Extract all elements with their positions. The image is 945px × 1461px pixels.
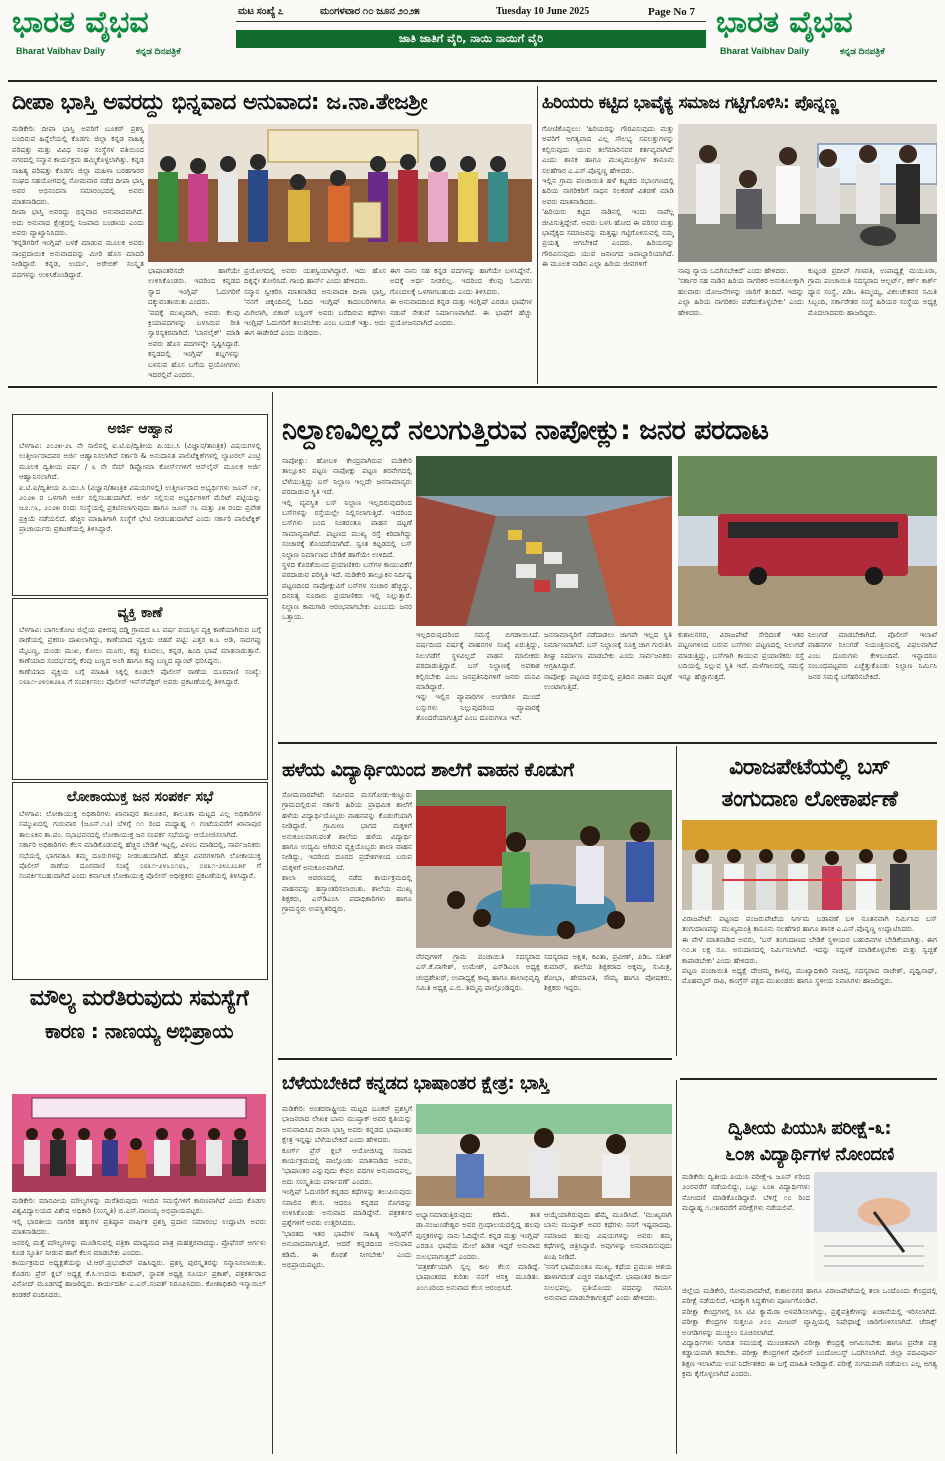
virajpet-photo (682, 820, 937, 910)
divider-top-horizontal (8, 386, 937, 388)
masthead (0, 0, 945, 80)
headline-moulya-line1: ಮೌಲ್ಯ ಮರೆತಿರುವುದು ಸಮಸ್ಯೆಗೆ (29, 986, 249, 1011)
masthead-logo-left: ಭಾರತ ವೈಭವ (12, 5, 149, 40)
nilyana-col4: ಕುಶಾಲನಗರ, ವಿರಾಜಪೇಟೆ ಸೇರಿದಂತೆ ಇತರ ಪಟ್ಟಣಗಳಿಂದ ಬರುವ ಬಸ್‍ಗಳು ಪಟ್ಟಣದಲ್ಲಿ ನಿಲುಗಡೆ ಮಾಡುತ್ತಿದ್ದು, ಬಸ್‍ಗಾಗಿ ಕಾಯುವ ಪ್ರಯಾಣಿಕರು ರಸ್ತೆ ಬದಿಯಲ್ಲಿ ನಿಲ್ಲುವ ಸ್ಥಿತಿ ಇದೆ. ಮಳೆಗಾಲದಲ್ಲಿ ಸಮಸ್ಯೆ ಇನ್ನೂ ಹೆಚ್ಚಾಗುತ್ತದೆ. (678, 630, 804, 681)
headline-dvitiya-line2: ೬೦೫ ವಿದ್ಯಾರ್ಥಿಗಳ ನೋಂದಣಿ (725, 1144, 894, 1165)
nilyana-col1: ನಾಪೋಕ್ಲು: ಹೋಬಳಿ ಕೇಂದ್ರವಾಗಿರುವ ಮಡಿಕೇರಿ ತಾಲ್ಲೂಕಿನ ಪಟ್ಟಣ ನಾಪೋಕ್ಲು ಪಟ್ಟಣ ಶರವೇಗದಲ್ಲಿ ಬೆಳೆಯುತ್ತಿದ್ದು ಬಸ್ ನಿಲ್ದಾಣ ಇಲ್ಲದೇ ಜನಸಾಮಾನ್ಯರು ಪರದಾಡುವ ಸ್ಥಿತಿ ಇದೆ. ಇಲ್ಲಿ ವ್ಯವಸ್ಥಿತ ಬಸ್ ನಿಲ್ದಾಣ ಇಲ್ಲದಿರುವುದರಿಂದ ಬಸ್‍ಗಳನ್ನು ರಸ್ತೆಯಲ್ಲೇ ನಿಲ್ಲಿಸಲಾಗುತ್ತಿದೆ. ಇದರಿಂದ ಬಸ್‍ಗಳು ಬಂದ ನಿಂತರಂತೂ ವಾಹನ ದಟ್ಟಣೆ ಸಾಮಾನ್ಯವಾಗಿದೆ. ಪಟ್ಟಣದ ಮುಖ್ಯ ರಸ್ತೆ ಕಿರಿದಾಗಿದ್ದು ಸಂಚಾರಕ್ಕೆ ತೊಂದರೆಯಾಗಿದೆ. ಸ್ವಂತ ಕಟ್ಟಡದಲ್ಲಿ ಬಸ್ ನಿಲ್ದಾಣ ನಿರ್ಮಾಣದ ಬೇಡಿಕೆ ಹಾಗೆಯೇ ಉಳಿದಿದೆ. ಸ್ಥಳದ ಕೊರತೆಯಿಂದ ಪ್ರಯಾಣಿಕರು ಬಸ್‍ಗಳ ಕಾಯುವಿಕೆಗೆ ಪರದಾಡುವ ಪರಿಸ್ಥಿತಿ ಇದೆ. ಮಡಿಕೇರಿ ತಾಲ್ಲೂಕಿನ ನಿರ್ದಿಷ್ಟ ಪಟ್ಟಣದಿಂದ ನಾಪೋಕ್ಲುವಿಗೆ ಬಸ್‍ಗಳ ಸಂಚಾರ ಹೆಚ್ಚಿದ್ದು, ದಿನನಿತ್ಯ ನೂರಾರು ಪ್ರಯಾಣಿಕರು ಇಲ್ಲಿ ನಿಲ್ಲುತ್ತಾರೆ. ನಿಲ್ದಾಣ ಕಾಮಗಾರಿ ಆರಂಭವಾಗಬೇಕು ಎಂಬುದು ಜನರ ಒತ್ತಾಯ. (282, 456, 412, 622)
headline-deepa: ದೀಪಾ ಭಾಸ್ತಿ ಅವರದ್ದು ಭಿನ್ನವಾದ ಅನುವಾದ: ಜ.ನಾ.ತೇಜಶ್ರೀ (12, 90, 428, 115)
headline-moulya-line2: ಕಾರಣ : ನಾಣಯ್ಯ ಅಭಿಪ್ರಾಯ (44, 1019, 234, 1043)
issue-number: ಮಟ ಸಂಖ್ಯೆ ೭ (238, 6, 284, 17)
dvitiya-photo (814, 1172, 937, 1282)
masthead-subtitle-kn-right: ಕನ್ನಡ ದಿನಪತ್ರಿಕೆ (840, 46, 885, 56)
beleya-col2: ಅಭ್ಯಾಸಮಾಡುತ್ತಿರುವುದು ಕಡಿಮೆ. ತಾತ ಡಾ.ನಂಜುಂಡೇಶ್ವರ ಅವರ ಗ್ರಂಥಾಲಯದಲ್ಲಿದ್ದ ಹಲವು ಪುಸ್ತಕಗಳನ್ನು ನಾನು ಓದಿದ್ದೇನೆ. ಕನ್ನಡ ಮತ್ತು ಇಂಗ್ಲಿಷ್ ಎರಡೂ ಭಾಷೆಯ ಮೇಲೆ ಹಿಡಿತ ಇದ್ದರೆ ಅನುವಾದ ಸುಲಭವಾಗುತ್ತದೆ' ಎಂದರು. 'ಪತ್ರಕರ್ತೆಯಾಗಿ ಸ್ವಲ್ಪ ಕಾಲ ಕೆಲಸ ಮಾಡಿದ್ದೆ. ಭಾಷಾಂತರದ ಕುರಿತು ನನಗೆ ಆಸಕ್ತಿ ಮೂಡಿತು. ೨೦೧೨ರಿಂದ ಅನುವಾದ ಕೆಲಸ ಆರಂಭಿಸಿದೆ. (416, 1210, 540, 1292)
deepa-col2: ಭಾಷಾಂತರಿಸದೇ ಹಾಗೆಯೇ ಉಳಿಸಿಕೊಂಡರು. ಇದರಿಂದ ಕನ್ನಡದ ಸ್ವಾದ ಇಂಗ್ಲಿಷ್ ಓದುಗರಿಗೆ ದಕ್ಕುವಂತಾಯಿತು ಎಂದರು. 'ಪದಕ್ಕೆ ಮುಖ್ಯವಾಗಿ, ಅವರು ಕೆಲವು ಕ್ರಿಯಾಪದಗಳನ್ನು ಬಳಸಿರುವ ರೀತಿ ಸ್ವಾರಸ್ಯಕರವಾಗಿದೆ. 'ಬಾನಲೈಕ್' ಮಾಡಿ ಅವರು ಹೊಸ ಪದಗಳನ್ನೇ ಸೃಷ್ಟಿಸಿದ್ದಾರೆ. ಕನ್ನಡದಲ್ಲಿ ಇಂಗ್ಲಿಷ್ ಶಬ್ದಗಳನ್ನು ಬಳಸುವ ಹೊಸ ಬಗೆಯ ಪ್ರಯೋಗಗಳು ಇದರಲ್ಲಿವೆ ಎಂದರು. (148, 266, 240, 380)
haleya-col3: ಸದಸ್ಯರಾದ ಅಕ್ಷಿತ, ಕವಿತಾ, ಪ್ರವೀಣ್, ಪಿಡಿಒ ಸತೀಶ್ ಕುಮಾರ್, ಶಾಲೆಯ ಶಿಕ್ಷಕರಾದ ಅಕ್ಕಮ್ಮ, ಸುಮಿತ್ರ, ಶೋಭಾ, ಹೇಮಾವತಿ, ಸೌಮ್ಯ ಹಾಗೂ ಪೋಷಕರು, ಶಿಕ್ಷಕರು ಇದ್ದರು. (544, 952, 672, 993)
vyakti-body: ಬೆಳಗಾವಿ: ಬಾಗಲಕೋಟ ಜಿಲ್ಲೆಯ ಫಕೀರಪ್ಪ ದಡ್ಡಿ ಗ್ರಾಮದ ೩೭ ವರ್ಷ ವಯಸ್ಸಿನ ವ್ಯಕ್ತಿ ಕಾಣೆಯಾಗಿರುವ ಬಗ್ಗೆ ಠಾಣೆಯಲ್ಲಿ ಪ್ರಕರಣ ದಾಖಲಾಗಿದ್ದು, ಕಾಣೆಯಾದ ವ್ಯಕ್ತಿಯ ಚಹರೆ ಪಟ್ಟಿ: ಎತ್ತರ ೫.೬ ಅಡಿ, ಸಾದಗಪ್ಪು ಮೈಬಣ್ಣ, ದುಂಡು ಮುಖ, ಕೋಲು ಮೂಗು, ಕಪ್ಪು ಕೂದಲು, ಕನ್ನಡ, ಹಿಂದಿ ಭಾಷೆ ಮಾತನಾಡುತ್ತಾನೆ. ಕಾಣೆಯಾದ ಸಂದರ್ಭದಲ್ಲಿ ಕೆಂಪು ಬಣ್ಣದ ಅಂಗಿ ಹಾಗೂ ಕಪ್ಪು ಬಣ್ಣದ ಪ್ಯಾಂಟ್ ಧರಿಸಿದ್ದನು. ಕಾಣೆಯಾದ ವ್ಯಕ್ತಿಯ ಬಗ್ಗೆ ಮಾಹಿತಿ ಸಿಕ್ಕಲ್ಲಿ ಕೂಡಲೇ ಪೊಲೀಸ್ ಠಾಣೆಯ ದೂರವಾಣಿ ಸಂಖ್ಯೆ: ೦೮೩೧-೨೪೦೫೨೩೩ ಗೆ ಸಂಪರ್ಕಿಸಲು ಪೊಲೀಸ್ ಇನ್ಸ್‍ಪೆಕ್ಟರ್ ಅವರು ಪ್ರಕಟಣೆಯಲ್ಲಿ ತಿಳಿಸಿದ್ದಾರೆ. (19, 625, 261, 687)
nilyana-col2: ಇಲ್ಲದಿರುವುದರಿಂದ ಸಮಸ್ಯೆ ಬಿಗಡಾಯಿಸಿದೆ. ವರ್ಷದಿಂದ ವರ್ಷಕ್ಕೆ ವಾಹನಗಳ ಸಂಖ್ಯೆ ಏರುತ್ತಿದ್ದು, ನಿಲುಗಡೆಗೆ ಸ್ಥಳವಿಲ್ಲದೆ ವಾಹನ ಮಾಲೀಕರು ಪರದಾಡುತ್ತಿದ್ದಾರೆ. ಬಸ್ ನಿಲ್ದಾಣಕ್ಕೆ ಅವಕಾಶ ಕಲ್ಪಿಸಬೇಕು ಎಂಬ ಜನಪ್ರತಿನಿಧಿಗಳಿಗೆ ಜನರು ಮನವಿ ಮಾಡಿದ್ದಾರೆ. ಇನ್ನು ಇಲ್ಲಿನ ವ್ಯಾಪಾರಿಗಳ ಅಂಗಡಿಗಳ ಮುಂದೆ ಬಸ್ಸುಗಳು ನಿಲ್ಲುವುದರಿಂದ ವ್ಯಾಪಾರಕ್ಕೆ ತೊಂದರೆಯಾಗುತ್ತಿದೆ ಎಂಬ ದೂರುಗಳೂ ಇವೆ. (416, 630, 540, 723)
dvitiya-body: ಜಿಲ್ಲೆಯ ಮಡಿಕೇರಿ, ಸೋಮವಾರಪೇಟೆ, ಕುಶಾಲನಗರ ಹಾಗೂ ವಿರಾಜಪೇಟೆಯಲ್ಲಿ ತಲಾ ಒಂದೊಂದು ಕೇಂದ್ರದಲ್ಲಿ ಪರೀಕ್ಷೆ ನಡೆಯಲಿದೆ. ಇದಕ್ಕಾಗಿ ಸಿದ್ಧತೆಗಳು ಪೂರ್ಣಗೊಂಡಿವೆ. ಪರೀಕ್ಷಾ ಕೇಂದ್ರಗಳಲ್ಲಿ ಸಿಸಿ ಟಿವಿ ಕ್ಯಾಮೆರಾ ಅಳವಡಿಸಲಾಗಿದ್ದು, ಪ್ರಶ್ನೆಪತ್ರಿಕೆಗಳನ್ನು ಖಜಾನೆಯಲ್ಲಿ ಇರಿಸಲಾಗಿದೆ. ಪರೀಕ್ಷಾ ಕೇಂದ್ರಗಳ ಸುತ್ತಲೂ ೨೦೦ ಮೀಟರ್ ವ್ಯಾಪ್ತಿಯಲ್ಲಿ ನಿಷೇಧಾಜ್ಞೆ ಜಾರಿಗೊಳಿಸಲಾಗಿದೆ. ಜೆರಾಕ್ಸ್ ಅಂಗಡಿಗಳನ್ನು ಮುಚ್ಚಲು ಸೂಚಿಸಲಾಗಿದೆ. ವಿದ್ಯಾರ್ಥಿಗಳು ನಿಗದಿತ ಸಮಯಕ್ಕೆ ಮುಂಚಿತವಾಗಿ ಪರೀಕ್ಷಾ ಕೇಂದ್ರಕ್ಕೆ ಆಗಮಿಸಬೇಕು ಹಾಗೂ ಪ್ರವೇಶ ಪತ್ರ ಕಡ್ಡಾಯವಾಗಿ ತರಬೇಕು. ಪರೀಕ್ಷಾ ಕೇಂದ್ರಗಳಿಗೆ ಪೊಲೀಸ್ ಬಂದೋಬಸ್ತ್ ಒದಗಿಸಲಾಗಿದೆ. ಜಿಲ್ಲಾ ಪದವಿಪೂರ್ವ ಶಿಕ್ಷಣ ಇಲಾಖೆಯ ಉಪ ನಿರ್ದೇಶಕರು ಈ ಬಗ್ಗೆ ಮಾಹಿತಿ ನೀಡಿದ್ದಾರೆ. ಪರೀಕ್ಷೆ ಸುಗಮವಾಗಿ ನಡೆಯಲು ಎಲ್ಲ ಅಗತ್ಯ ಕ್ರಮ ಕೈಗೊಳ್ಳಲಾಗಿದೆ ಎಂದರು. (682, 1286, 937, 1379)
moulya-body: ಮಡಿಕೇರಿ: ಮಾನವೀಯ ಮೌಲ್ಯಗಳನ್ನು ಮರೆತಿರುವುದು ಇಂದಿನ ಸಮಸ್ಯೆಗಳಿಗೆ ಕಾರಣವಾಗಿದೆ ಎಂದು ಕೊಡಗು ವಿಶ್ವವಿದ್ಯಾಲಯದ ವಿಶೇಷ ಅಧಿಕಾರಿ (ಸಂಸ್ಕೃತಿ) ಬಿ.ಎಸ್.ನಾಣಯ್ಯ ಅಭಿಪ್ರಾಯಪಟ್ಟರು. ಇಲ್ಲಿ ಭಾರತೀಯ ನಾಗರಿಕ ಹಕ್ಕುಗಳ ಪ್ರತಿಷ್ಠಾನ ವಾರ್ಷಿಕ ಪ್ರಶಸ್ತಿ ಪ್ರದಾನ ಸಮಾರಂಭ ಉದ್ಘಾಟಿಸಿ ಅವರು ಮಾತನಾಡಿದರು. ಜನರಲ್ಲಿ ಮತ್ತೆ ಮೌಲ್ಯಗಳನ್ನು ಮೂಡಿಸುವಲ್ಲಿ ಪತ್ರಿಕಾ ಮಾಧ್ಯಮದ ಪಾತ್ರ ಮಹತ್ತರವಾದದ್ದು. ಪ್ರೊಫೆಸರ್ ಆರ್ಗಳು ಕೂಡ ಸ್ಫೂರ್ತಿ ನೀಡುವ ಹಾಗೆ ಕೆಲಸ ಮಾಡಬೇಕು ಎಂದರು. ಕಾರ್ಯಕ್ರಮದ ಅಧ್ಯಕ್ಷತೆಯನ್ನು ಟಿ.ಆರ್.ಪ್ರಭುದೇವ್ ವಹಿಸಿದ್ದರು. ಪ್ರಶಸ್ತಿ ಪುರಸ್ಕೃತರನ್ನು ಸನ್ಮಾನಿಸಲಾಯಿತು. ಕೊಡಗು ಪ್ರೆಸ್ ಕ್ಲಬ್ ಅಧ್ಯಕ್ಷ ಕೆ.ಸಿ.ಉದಯ ಕುಮಾರ್, ಸ್ಥಾಪಕ ಅಧ್ಯಕ್ಷ ಸೂರ್ಯ ಪ್ರಕಾಶ್, ಪತ್ರಕರ್ತರಾದ ವಿನೋದ್ ಮೂಡಗದ್ದೆ ಹಾಜರಿದ್ದರು. ಕಾರ್ಯದರ್ಶಿ ಎ.ಎಸ್.ಸಂಪತ್ ನಿರೂಪಿಸಿದರು. ಕೋಶಾಧಿಕಾರಿ ಇಸ್ಮಾಯಿಲ್ ಕಂಡಕರೆ ವಂದಿಸಿದರು. (12, 1196, 266, 1299)
hiriyuru-col2a: ನಾವು ನ್ಯಾಯ ಒದಗಿಸಬೇಕಿದೆ' ಎಂದು ಹೇಳಿದರು. 'ಸರ್ಕಾರ ಸಹ ನಾಡಿನ ಹಿರಿಯ ನಾಗರಿಕರ ಅನುಕೂಲಕ್ಕಾಗಿ ಹಲವಾರು ಯೋಜನೆಗಳನ್ನು ಜಾರಿಗೆ ತಂದಿದೆ. ಇದನ್ನು ಎಲ್ಲಾ ಹಿರಿಯ ನಾಗರಿಕರು ಪಡೆದುಕೊಳ್ಳಬೇಕು' ಎಂದು ಹೇಳಿದರು. (678, 266, 804, 317)
nilyana-photo-bus (678, 456, 937, 626)
masthead-subtitle-en-left: Bharat Vaibhav Daily (16, 46, 106, 56)
issue-date-kn: ಮಂಗಳವಾರ ೧೦ ಜೂನ ೨೦೨೫ (320, 6, 420, 17)
masthead-top-rule (236, 21, 706, 22)
arji-box (12, 414, 268, 596)
headline-beleya: ಬೆಳೆಯಬೇಕಿದೆ ಕನ್ನಡದ ಭಾಷಾಂತರ ಕ್ಷೇತ್ರ: ಭಾಸ್ತಿ (282, 1073, 549, 1094)
lokayukta-title: ಲೋಕಾಯುಕ್ತ ಜನ ಸಂಪರ್ಕ ಸಭೆ (66, 789, 214, 805)
deepa-col3: ಪ್ರಯೋಗದಲ್ಲಿ ಅವರು ಯಶಸ್ವಿಯಾಗಿದ್ದಾರೆ. ಇದು ಹೊಸ ದಿಕ್ಕನ್ನೇ ತೋರಿಸಿದೆ. ಗಾಂಧಿ ಹಾರ್ನ್ ಎಂದು ಹೇಳಿದರು. ಸನ್ಮಾನ ಸ್ವೀಕರಿಸಿ ಮಾತನಾಡಿದ ಅನುವಾದಕಿ ದೀಪಾ ಭಾಸ್ತಿ, 'ನನಗೆ ಚಿಕ್ಕಂದಿನಲ್ಲಿ ಓದಿದ ಇಂಗ್ಲಿಷ್ ಕಾದಂಬರಿಗಳಿಗೂ ಮಿಗಿಲಾಗಿ, ಬಿಕಾರ್ ಬಸ್ಟಿಂಗ್ ಅವರು ಬರೆದಿರುವ ಕಥೆಗಳು ಇಂಗ್ಲಿಷ್ ಓದುಗರಿಗೆ ತಲುಪಬೇಕು ಎಂಬ ಬಯಕೆ ಇತ್ತು. ಅದು ಈಗ ಈಡೇರಿದೆ ಎಂದು ನುಡಿದರು. (244, 266, 386, 338)
page-number: Page No 7 (648, 6, 696, 18)
nilyana-photo-street (416, 456, 672, 626)
divider-middle-horizontal (278, 742, 937, 744)
lokayukta-body: ಬೆಳಗಾವಿ: ಲೋಕಾಯುಕ್ತ ಅಧಿಕಾರಿಗಳು ಖಾನಾಪುರ ತಾಲೂಕಿನ, ತಾಲೂಕಾ ಮಟ್ಟದ ಎಲ್ಲ ಅಧಿಕಾರಿಗಳ ಸಮ್ಮುಖದಲ್ಲಿ ಗುರುವಾರ (ಜೂನ್.೧೨) ಬೆಳಿಗ್ಗೆ ೧೧ ರಿಂದ ಮಧ್ಯಾಹ್ನ ೧ ಗಂಟೆಯವರೆಗೆ ಖಾನಾಪುರ ತಾಲೂಕಿನ ತಾ.ಪಂ. ಸಭಾಭವನದಲ್ಲಿ ಲೋಕಾಯುಕ್ತ ಜನ ಸಂಪರ್ಕ ಸಭೆಯನ್ನು ಆಯೋಜಿಸಲಾಗಿದೆ. ಸರ್ಕಾರಿ ಅಧಿಕಾರಿಗಳು ಕೆಲಸ ಮಾಡಿಕೊಡುವಲ್ಲಿ ಹೆಚ್ಚಿನ ಬೇಡಿಕೆ ಇಟ್ಟಲ್ಲಿ, ವಿಳಂಬ ಮಾಡಿದಲ್ಲಿ, ಸಾರ್ವಜನಿಕರು ಸಭೆಯಲ್ಲಿ ಭಾಗವಹಿಸಿ ತಮ್ಮ ದೂರುಗಳನ್ನು ನೀಡಬಹುದಾಗಿದೆ. ಹೆಚ್ಚಿನ ವಿವರಗಳಿಗಾಗಿ ಲೋಕಾಯುಕ್ತ ಪೊಲೀಸ್ ಠಾಣೆಯ ದೂರವಾಣಿ ಸಂಖ್ಯೆ ೦೮೩೧-೨೪೬೦೧೮೬, ೦೮೩೧-೨೪೭೨೭೫೯ ಗೆ ಸಂಪರ್ಕಿಸಬಹುದಾಗಿದೆ ಎಂದು ಕರ್ನಾಟಕ ಲೋಕಾಯುಕ್ತ ಪೊಲೀಸ್ ಅಧೀಕ್ಷಕರು ಪ್ರಕಟಣೆಯಲ್ಲಿ ತಿಳಿಸಿದ್ದಾರೆ. (19, 809, 261, 881)
divider-top-vertical (537, 86, 538, 384)
masthead-subtitle-en-right: Bharat Vaibhav Daily (720, 46, 810, 56)
moulya-photo (12, 1094, 266, 1192)
haleya-col1: ಸೋಮವಾರಪೇಟೆ: ಸಮೀಪದ ಮಸಗೋಡು-ಕಣ್ಣೂರು ಗ್ರಾಮದಲ್ಲಿರುವ ಸರ್ಕಾರಿ ಹಿರಿಯ ಪ್ರಾಥಮಿಕ ಶಾಲೆಗೆ ಹಳೆಯ ವಿದ್ಯಾರ್ಥಿಯೊಬ್ಬರು ವಾಹನವನ್ನು ಕೊಡುಗೆಯಾಗಿ ನೀಡಿದ್ದಾರೆ. ಗ್ರಾಮೀಣ ಭಾಗದ ಮಕ್ಕಳಿಗೆ ಅನುಕೂಲವಾಗುವಂತೆ ಶಾಲೆಯ ಹಳೆಯ ವಿದ್ಯಾರ್ಥಿ ಹಾಗೂ ಉದ್ಯಮಿ ಆಗಿರುವ ವ್ಯಕ್ತಿಯೊಬ್ಬರು ಶಾಲಾ ವಾಹನ ನೀಡಿದ್ದು, ಇದರಿಂದ ದೂರದ ಪ್ರದೇಶಗಳಿಂದ ಬರುವ ಮಕ್ಕಳಿಗೆ ಅನುಕೂಲವಾಗಿದೆ. ಶಾಲಾ ಆವರಣದಲ್ಲಿ ನಡೆದ ಕಾರ್ಯಕ್ರಮದಲ್ಲಿ ವಾಹನವನ್ನು ಹಸ್ತಾಂತರಿಸಲಾಯಿತು. ಶಾಲೆಯ ಮುಖ್ಯ ಶಿಕ್ಷಕರು, ಎಸ್‍ಡಿಎಂಸಿ ಪದಾಧಿಕಾರಿಗಳು ಹಾಗೂ ಗ್ರಾಮಸ್ಥರು ಉಪಸ್ಥಿತರಿದ್ದರು. (282, 790, 412, 914)
divider-lower-horizontal (278, 1058, 672, 1060)
headline-virajpet-line1: ವಿರಾಜಪೇಟೆಯಲ್ಲಿ ಬಸ್ (729, 755, 890, 780)
masthead-subtitle-kn-left: ಕನ್ನಡ ದಿನಪತ್ರಿಕೆ (136, 46, 181, 56)
arji-body: ಬೆಳಗಾವಿ: ೨೦೨೫-೨೬ ನೇ ಸಾಲಿನಲ್ಲಿ ಐ.ಟಿ.ಐ/ದ್ವಿತೀಯ ಪಿ.ಯು.ಸಿ (ವಿಜ್ಞಾನ/ತಾಂತ್ರಿಕ) ವಿಷಯಗಳಲ್ಲಿ ಉತ್ತೀರ್ಣರಾದವರ ಅರ್ಜಿ ಆಹ್ವಾನಿಸಲಾಗಿದೆ ಸರ್ಕಾರಿ & ಅನುದಾನಿತ ಪಾಲಿಟೆಕ್ನಿಕ್‍ಗಳಲ್ಲಿ ಲ್ಯಾಟರಲ್ ಎಂಟ್ರಿ ಮೂಲಕ ದ್ವಿತೀಯ ವರ್ಷ / ೩ ನೇ ಸೆಮ್ ಡಿಪ್ಲೋಮಾ ಕೋರ್ಸ್‍ಗಳಿಗೆ ಆನ್‍ಲೈನ್ ಮೂಲಕ ಅರ್ಜಿ ಆಹ್ವಾನಿಸಲಾಗಿದೆ. ಐ.ಟಿ.ಐ/ದ್ವಿತೀಯ ಪಿ.ಯು.ಸಿ (ವಿಜ್ಞಾನ/ತಾಂತ್ರಿಕ ವಿಷಯಗಳಲ್ಲಿ) ಉತ್ತೀರ್ಣರಾದ ಅಭ್ಯರ್ಥಿಗಳು ಜೂನ್ ೧೯, ೨೦೨೫ ರ ಒಳಗಾಗಿ ಅರ್ಜಿ ಸಲ್ಲಿಸಬಹುದಾಗಿದೆ. ಅರ್ಜಿ ಸಲ್ಲಿಸುವ ಅಭ್ಯರ್ಥಿಗಳಿಗೆ ಮೆರಿಟ್ ಪಟ್ಟಿಯನ್ನು ಜೂ.೧೬, ೨೦೨೫ ರಂದು ಸಂಸ್ಥೆಯಲ್ಲಿ ಪ್ರಕಟಿಸಲಾಗುವುದು ಹಾಗೂ ಜೂನ್ ೧೬ ಮತ್ತು ೨೫ ರಂದು ಪ್ರವೇಶ ಪ್ರಕ್ರಿಯೆ ನಡೆಯಲಿದೆ. ಹೆಚ್ಚಿನ ಮಾಹಿತಿಗಾಗಿ ಸಂಸ್ಥೆಗೆ ಭೇಟಿ ನೀಡಬಹುದಾಗಿದೆ ಎಂದು ಸರ್ಕಾರಿ ಪಾಲಿಟೆಕ್ನಿಕ್ ಪ್ರಾಚಾರ್ಯರು ಪ್ರಕಟಣೆಯಲ್ಲಿ ತಿಳಿಸಿದ್ದಾರೆ. (19, 441, 261, 534)
vyakti-title: ವ್ಯಕ್ತಿ ಕಾಣೆ (117, 605, 163, 621)
deepa-col4: ಈಗ ನಾನು ಸಹ ಕನ್ನಡ ಪದಗಳನ್ನು ಹಾಗೆಯೇ ಬಳಸಿದ್ದೇನೆ. ಅದಕ್ಕೆ ಅರ್ಥ ನೀಡಲಿಲ್ಲ. ಇದರಿಂದ ಕೆಲವು ಓದುಗರು ಗೊಂದಲಕ್ಕೆ ಒಳಗಾಗಬಹುದು ಎಂದು ತಿಳಿಸಿದರು. ಈ ಅನುವಾದದಿಂದ ಕನ್ನಡ ಮತ್ತು ಇಂಗ್ಲಿಷ್ ಎರಡೂ ಭಾಷೆಗಳ ನಡುವೆ ಸೇತುವೆ ನಿರ್ಮಾಣವಾಗಿದೆ. ಈ ಭಾಷೆಗೆ ಹೆಚ್ಚು ಪ್ರಯೋಜನವಾಗಿದೆ ಎಂದರು. (390, 266, 532, 328)
beleya-col3: ಆಯ್ಕೆಯಾಗಿರುವುದು ಹೆಮ್ಮೆ ಮೂಡಿಸಿದೆ. 'ಮುಖ್ಯವಾಗಿ ಬಾನು ಮುಷ್ತಾಕ್ ಅವರ ಕಥೆಗಳು ನನಗೆ ಇಷ್ಟವಾದವು. ಸಮಾಜದ ಹಲವು ವಿಷಯಗಳನ್ನು ಅವರು ತಮ್ಮ ಕಥೆಗಳಲ್ಲಿ ಚಿತ್ರಿಸಿದ್ದಾರೆ. ಅವುಗಳನ್ನು ಅನುವಾದಿಸುವುದು ಖುಷಿ ನೀಡಿದೆ. 'ನನಗೆ ಭಾಷೆಯಂತೂ ಮುಖ್ಯ. ಕಥೆಯ ಪ್ರಮುಖ ಆಶಯ ಹಾಳಾಗದಂತೆ ಎಚ್ಚರ ವಹಿಸಿದ್ದೇನೆ. ಭಾಷಾಂತರ ಕಾರ್ಯ ಸುಲಭವಲ್ಲ. ಪ್ರತಿಯೊಂದು ಪದವನ್ನು ಗಮನಿಸಿ ಅನುವಾದ ಮಾಡಬೇಕಾಗುತ್ತದೆ' ಎಂದು ಹೇಳಿದರು. (544, 1210, 672, 1303)
motto-banner: ಜಾತಿ ಜಾತಿಗೆ ವೈರಿ, ನಾಯಿ ನಾಯಿಗೆ ವೈರಿ (236, 30, 706, 48)
hiriyuru-col1: ಗೋಣಿಕೊಪ್ಪಲು: 'ಹಿರಿಯರನ್ನು ಗೌರವಿಸುವುದು ಮತ್ತು ಅವರಿಗೆ ಅಗತ್ಯವಾದ ಎಲ್ಲ ಸೌಲಭ್ಯ ಸವಲತ್ತುಗಳನ್ನು ಕಲ್ಪಿಸುವುದು ಯುವ ತಲೆಮಾರಿನವರ ಕರ್ತವ್ಯವಾಗಿದೆ' ಎಂದು ಶಾಸಕ ಹಾಗೂ ಮುಖ್ಯಮಂತ್ರಿಗಳ ಕಾನೂನು ಸಲಹೆಗಾರ ಎ.ಎಸ್.ಪೊನ್ನಣ್ಣ ಹೇಳಿದರು. ಇಲ್ಲಿನ ಗ್ರಾಮ ಪಂಚಾಯಿತಿ ಹಳೆ ಕಟ್ಟಡದ ಸಭಾಂಗಣದಲ್ಲಿ ಹಿರಿಯ ನಾಗರಿಕರಿಗೆ ಸಾಧನ ಸಲಕರಣೆ ವಿತರಣೆ ಮಾಡಿ ಅವರು ಮಾತನಾಡಿದರು. 'ಹಿರಿಯರು ಕಟ್ಟಿದ ನಾಡಿನಲ್ಲಿ ಇಂದು ನಾವೆಲ್ಲ ಜೀವಿಸುತ್ತಿದ್ದೇವೆ. ಅವರು ಬಳಸಿ ಹೋದ ಈ ಪರಿಸರ ಮತ್ತು ಭಾವೈಕ್ಯದ ಸಮಾಜವನ್ನು ಮತ್ತಷ್ಟು ಗಟ್ಟಿಗೊಳಿಸುವಲ್ಲಿ ನಮ್ಮ ಪ್ರಯತ್ನ ಆಗಬೇಕಿದೆ ಎಂದರು. ಹಿರಿಯರನ್ನು ಗೌರವಿಸುವುದು ಯುವ ಜನಾಂಗದ ಜವಾಬ್ದಾರಿಯಾಗಿದೆ. ಈ ಮೂಲಕ ನಾಡಿನ ಎಲ್ಲಾ ಹಿರಿಯ ಜೀವಗಳಿಗೆ (542, 124, 674, 269)
beleya-col1: ಮಡಿಕೇರಿ: ಅಂತರರಾಷ್ಟ್ರೀಯ ಮಟ್ಟದ ಬೂಕರ್ ಪ್ರಶಸ್ತಿಗೆ ಭಾಜನರಾದ ಲೇಖಕಿ ಬಾನು ಮುಷ್ತಾಕ್ ಅವರ ಕೃತಿಯನ್ನು ಅನುವಾದಿಸಿದ ದೀಪಾ ಭಾಸ್ತಿ ಅವರು ಕನ್ನಡದ ಭಾಷಾಂತರ ಕ್ಷೇತ್ರ ಇನ್ನಷ್ಟು ಬೆಳೆಯಬೇಕಿದೆ ಎಂದು ಹೇಳಿದರು. ಕೂರ್ಗ್ ಪ್ರೆಸ್ ಕ್ಲಬ್ ಆಯೋಜಿಸಿದ್ದ ಸಂವಾದ ಕಾರ್ಯಕ್ರಮದಲ್ಲಿ ಪಾಲ್ಗೊಂಡು ಮಾತನಾಡಿದ ಅವರು, 'ಭಾಷಾಂತರ ಎನ್ನುವುದು ಕೇವಲ ಪದಗಳ ಅನುವಾದವಲ್ಲ, ಅದು ಸಂಸ್ಕೃತಿಯ ವರ್ಗಾವಣೆ' ಎಂದರು. ಇಂಗ್ಲಿಷ್ ಓದುಗರಿಗೆ ಕನ್ನಡದ ಕಥೆಗಳನ್ನು ತಲುಪಿಸುವುದು ಸವಾಲಿನ ಕೆಲಸ. ಆದರೂ ಕನ್ನಡದ ಸೊಗಡನ್ನು ಉಳಿಸಿಕೊಂಡು ಅನುವಾದ ಮಾಡಿದ್ದೇನೆ. ಪತ್ರಕರ್ತರ ಪ್ರಶ್ನೆಗಳಿಗೆ ಅವರು ಉತ್ತರಿಸಿದರು. 'ಭಾರತದ ಇತರ ಭಾಷೆಗಳ ಸಾಹಿತ್ಯ ಇಂಗ್ಲಿಷ್‍ಗೆ ಅನುವಾದವಾಗುತ್ತಿದೆ. ಆದರೆ ಕನ್ನಡದಿಂದ ಅನುವಾದ ಕಡಿಮೆ. ಈ ಕೊರತೆ ನೀಗಬೇಕು' ಎಂದು ಅಭಿಪ್ರಾಯಪಟ್ಟರು. (282, 1104, 412, 1270)
issue-date-en: Tuesday 10 June 2025 (496, 6, 590, 17)
nilyana-col3: ಜನಸಾಮಾನ್ಯರಿಗೆ ನಡೆದಾಡಲು ಜಾಗವೇ ಇಲ್ಲದ ಸ್ಥಿತಿ ನಿರ್ಮಾಣವಾಗಿದೆ. ಬಸ್ ನಿಲ್ದಾಣಕ್ಕೆ ಸೂಕ್ತ ಜಾಗ ಗುರುತಿಸಿ ಶೀಘ್ರ ನಿರ್ಮಾಣ ಮಾಡಬೇಕು ಎಂದು ಸಾರ್ವಜನಿಕರು ಆಗ್ರಹಿಸಿದ್ದಾರೆ. ನಾಪೋಕ್ಲು ಪಟ್ಟಣದ ರಸ್ತೆಯಲ್ಲಿ ಪ್ರತಿದಿನ ವಾಹನ ದಟ್ಟಣೆ ಉಂಟಾಗುತ್ತಿದೆ. (544, 630, 672, 692)
arji-title: ಅರ್ಜಿ ಆಹ್ವಾನ (107, 421, 173, 437)
divider-haleya-vertical (676, 746, 677, 1056)
haleya-photo (416, 790, 672, 948)
headline-nilyana: ನಿಲ್ದಾಣವಿಲ್ಲದೆ ನಲುಗುತ್ತಿರುವ ನಾಪೋಕ್ಲು: ಜನರ ಪರದಾಟ (282, 415, 769, 446)
divider-bottom-vertical (676, 1080, 677, 1454)
divider-left-vertical (272, 392, 273, 1454)
deepa-photo (148, 124, 532, 262)
beleya-photo (416, 1104, 672, 1206)
headline-hiriyuru: ಹಿರಿಯರು ಕಟ್ಟಿದ ಭಾವೈಕ್ಯ ಸಮಾಜ ಗಟ್ಟಿಗೊಳಿಸಿ: ಪೊನ್ನಣ್ಣ (542, 93, 839, 113)
lokayukta-box (12, 782, 268, 980)
deepa-col1: ಮಡಿಕೇರಿ: ದೀಪಾ ಭಾಸ್ತಿ ಅವರಿಗೆ ಬೂಕರ್ ಪ್ರಶಸ್ತಿ ಬಂದಿರುವ ಹಿನ್ನೆಲೆಯಲ್ಲಿ ಕೊಡಗು ಜಿಲ್ಲಾ ಕನ್ನಡ ಸಾಹಿತ್ಯ ಪರಿಷತ್ತು ಮತ್ತು ವಿವಿಧ ಸಂಘ ಸಂಸ್ಥೆಗಳ ವತಿಯಿಂದ ನಗರದಲ್ಲಿ ಸನ್ಮಾನ ಕಾರ್ಯಕ್ರಮ ಹಮ್ಮಿಕೊಳ್ಳಲಾಗಿತ್ತು. ಕನ್ನಡ ಸಾಹಿತ್ಯ ಪರಿಷತ್ತು ಕೊಡಗು ಜಿಲ್ಲಾ ಮಹಿಳಾ ಬರಹಗಾರರ ಸಂಘದ ಸಹಯೋಗದಲ್ಲಿ ಸೋಮವಾರ ನಡೆದ ದೀಪಾ ಭಾಸ್ತಿ ಅವರ ಅಭಿನಂದನಾ ಸಮಾರಂಭದಲ್ಲಿ ಅವರು ಮಾತನಾಡಿದರು. ದೀಪಾ ಭಾಸ್ತಿ ಅವರದ್ದು ಭಿನ್ನವಾದ ಅನುವಾದವಾಗಿದೆ. ಅದು ಅನುವಾದ ಕ್ಷೇತ್ರದಲ್ಲಿ ನಿಜವಾದ ಬಂಡಾಯ ಎಂದು ಅವರು ವ್ಯಾಖ್ಯಾನಿಸಿದರು. 'ಕನ್ನಡಿಗರಿಗೆ ಇಂಗ್ಲಿಷ್ ಬಳಕೆ ಮಾಡುವ ಮೂಲಕ ಅವರು ಸಾಂಪ್ರದಾಯಿಕ ಅನುವಾದವನ್ನು ಮೀರಿ ಹೊಸ ಮಾದರಿ ನೀಡಿದ್ದಾರೆ. ಕನ್ನಡ, ಉರ್ದು, ಅರೇಬಿಕ್ ಸಂಸ್ಕೃತ ಪದಗಳನ್ನು ಉಳಿಸಿಕೊಂಡಿದ್ದಾರೆ. (12, 124, 144, 279)
headline-virajpet-line2: ತಂಗುದಾಣ ಲೋಕಾರ್ಪಣೆ (721, 787, 898, 812)
masthead-bottom-rule (8, 80, 937, 82)
divider-lower-right-horizontal (680, 1078, 937, 1080)
headline-dvitiya-line1: ದ್ವಿತೀಯ ಪಿಯುಸಿ ಪರೀಕ್ಷೆ-೩: (727, 1118, 892, 1139)
hiriyuru-col2b: ಕುಟ್ಟಂಡ ಪ್ರದೀಪ್ ಗಣಪತಿ, ಉಪಾಧ್ಯಕ್ಷೆ ಮಯೂರಾ, ಗ್ರಾಮ ಪಂಚಾಯಿತಿ ಸದಸ್ಯರಾದ ಆಲ್ಬರ್ಟ್, ಕರ್ಕ್ ಕಾರ್ಕ್ ಧ್ಯಾನ ಸಂಸ್ಥೆ, ಪಿಡಿಒ ತಿಮ್ಮಯ್ಯ, ವಿಕಲಚೇತನರ ಸಮಿತಿ ಸಿಬ್ಬಂದಿ, ಸರ್ಕಾರೇತರ ಸಂಸ್ಥೆ ಹಿರಿಯರ ಸಂಸ್ಥೆಯ ಅಧ್ಯಕ್ಷ ಮೊದಲಾದವರು ಹಾಜರಿದ್ದರು. (808, 266, 937, 317)
hiriyuru-photo (678, 124, 937, 262)
dvitiya-col-top: ಮಡಿಕೇರಿ: ದ್ವಿತೀಯ ಪಿಯುಸಿ ಪರೀಕ್ಷೆ-೩ ಜೂನ್ ೯ರಿಂದ ೨೦ರವರೆಗೆ ನಡೆಯಲಿದ್ದು, ಒಟ್ಟು ೬೦೫ ವಿದ್ಯಾರ್ಥಿಗಳು ನೋಂದಣಿ ಮಾಡಿಕೊಂಡಿದ್ದಾರೆ. ಬೆಳಿಗ್ಗೆ ೧೦ ರಿಂದ ಮಧ್ಯಾಹ್ನ ೧.೧೫ರವರೆಗೆ ಪರೀಕ್ಷೆಗಳು ನಡೆಯಲಿವೆ. (682, 1172, 810, 1213)
masthead-logo-right: ಭಾರತ ವೈಭವ (716, 5, 853, 40)
vyakti-box (12, 598, 268, 780)
haleya-col2: ನೆರವುಗಳಿಗೆ ಗ್ರಾಮ ಪಂಚಾಯಿತಿ ಸದಸ್ಯರಾದ ಎಸ್.ಕೆ.ನಾಗೇಶ್, ಉಮೇಶ್, ಎಸ್‍ಡಿಎಂಸಿ ಅಧ್ಯಕ್ಷ ಚಂದ್ರಶೇಖರ್, ಉಪಾಧ್ಯಕ್ಷೆ ಕಾವ್ಯ ಹಾಗೂ ಶಾಲಾಭಿವೃದ್ಧಿ ಸಮಿತಿ ಅಧ್ಯಕ್ಷ ಎ.ಬಿ. ತಿಮ್ಮಪ್ಪ ಪಾಲ್ಗೊಂಡಿದ್ದರು. (416, 952, 540, 993)
nilyana-col5: ನಿಲುಗಡೆ ಮಾಡಬೇಕಾಗಿದೆ. ಪೊಲೀಸ್ ಇಲಾಖೆ ವಾಹನಗಳ ನಿಲುಗಡೆ ನಿಯಂತ್ರಿಸುವಲ್ಲಿ ವಿಫಲವಾಗಿದೆ ಎಂಬ ದೂರುಗಳು ಕೇಳಿಬಂದಿವೆ. ಇನ್ನಾದರೂ ಸಂಬಂಧಪಟ್ಟವರು ಎಚ್ಚೆತ್ತುಕೊಂಡು ನಿಲ್ದಾಣ ನಿರ್ಮಿಸಿ ಜನರ ಸಮಸ್ಯೆ ಬಗೆಹರಿಸಬೇಕಿದೆ. (808, 630, 937, 681)
virajpet-body: ವಿರಾಜಪೇಟೆ: ಪಟ್ಟಣದ ಪಂಜರುಪೇಟೆಯ ನಿರ್ಗಮ ಬಡಾವಣೆ ಬಳಿ ನೂತನವಾಗಿ ನಿರ್ಮಿಸಿದ ಬಸ್ ತಂಗುದಾಣವನ್ನು ಮುಖ್ಯಮಂತ್ರಿ ಕಾನೂನು ಸಲಹೆಗಾರ ಹಾಗೂ ಶಾಸಕ ಎ.ಎಸ್.ಪೊನ್ನಣ್ಣ ಉದ್ಘಾಟಿಸಿದರು. ಈ ವೇಳೆ ಮಾತನಾಡಿದ ಅವರು, 'ಬಸ್ ತಂಗುದಾಣದ ಬೇಡಿಕೆ ಸ್ಥಳೀಯರ ಬಹುದಿನಗಳ ಬೇಡಿಕೆಯಾಗಿತ್ತು. ಈಗ ೧೦.೫ ಲಕ್ಷ ರೂ. ಅನುದಾನದಲ್ಲಿ ನಿರ್ಮಿಸಲಾಗಿದೆ. ಇದನ್ನು ಸದ್ಬಳಕೆ ಮಾಡಿಕೊಳ್ಳಬೇಕು ಮತ್ತು ಸ್ವಚ್ಛತೆ ಕಾಪಾಡಬೇಕು' ಎಂದು ಹೇಳಿದರು. ಪಟ್ಟಣ ಪಂಚಾಯಿತಿ ಅಧ್ಯಕ್ಷೆ ದೇಚಮ್ಮ ಕಾಳಪ್ಪ, ಮುಖ್ಯಾಧಿಕಾರಿ ನಾಚಪ್ಪ, ಸದಸ್ಯರಾದ ರಾಜೇಶ್, ಪೃಥ್ವಿನಾಥ್, ಮೊಹಮ್ಮದ್ ರಾಫಿ, ಕಾಂಗ್ರೆಸ್ ಪಕ್ಷದ ಮುಖಂಡರು ಹಾಗೂ ಸ್ಥಳೀಯ ನಿವಾಸಿಗಳು ಹಾಜರಿದ್ದರು. (682, 914, 937, 986)
headline-haleya: ಹಳೆಯ ವಿದ್ಯಾರ್ಥಿಯಿಂದ ಶಾಲೆಗೆ ವಾಹನ ಕೊಡುಗೆ (282, 759, 574, 781)
